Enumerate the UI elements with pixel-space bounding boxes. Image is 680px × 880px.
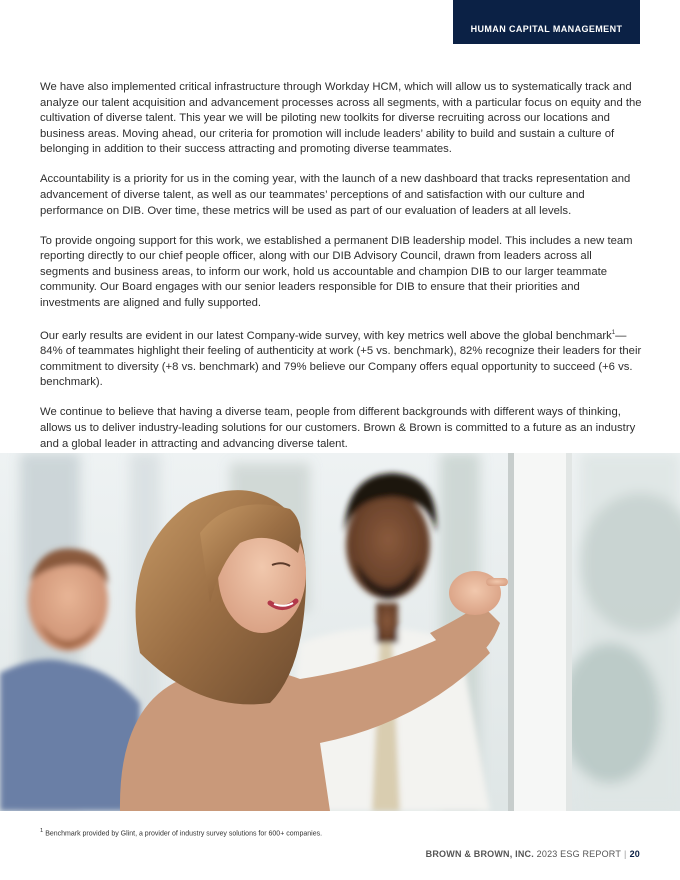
footer-separator: | [624, 849, 627, 859]
section-header-tab [453, 0, 640, 44]
section-label: HUMAN CAPITAL MANAGEMENT [470, 24, 623, 34]
paragraph-2: Accountability is a priority for us in the coming year, with the launch of a new dashboard that tracks representation and advancement of diverse talent, as well as our teammates’ perceptions of and satisfaction with our culture and performance on DIB. Over time, these metrics will be used as part of our evaluation of leaders at all levels. [40, 173, 631, 217]
paragraph-3: To provide ongoing support for this work, we established a permanent DIB leadership model. This includes a new team reporting directly to our chief people officer, along with our DIB Advisory Council, drawn from leaders across all segments and business areas, to inform our work, hold us accountable and champion DIB to our larger teammate community. Our Board engages with our senior leaders responsible for DIB to ensure that their priorities and investments are aligned and fully supported. [40, 234, 633, 309]
paragraph-5: We continue to believe that having a diverse team, people from different backgrounds with different ways of thinking, allows us to deliver industry-leading solutions for our customers. Brown & Brown is committed to a future as an industry and a global leader in attracting and advancing diverse talent. [40, 406, 636, 450]
footnote [40, 828, 322, 837]
paragraph-4-rest: —84% of teammates highlight their feeling of authenticity at work (+5 vs. benchmark), 82% recognize their leaders for their commitment to diversity (+8 vs. benchmark) and 79% believe our Company offers equal opportunity to succeed (+6 vs. benchmark). [40, 329, 642, 389]
footnote-marker: 1 [611, 329, 616, 336]
team-photo-illustration [0, 453, 680, 811]
footer-company: BROWN & BROWN, INC. [425, 849, 534, 859]
footnote-text: Benchmark provided by Glint, a provider of industry survey solutions for 600+ companies. [43, 830, 323, 838]
footnote-number: 1 [40, 828, 44, 834]
paragraph-4-lead: Our early results are evident in our latest Company-wide survey, with key metrics well above the global benchmark [40, 329, 612, 342]
paragraph-1: We have also implemented critical infrastructure through Workday HCM, which will allow us to systematically track and analyze our talent acquisition and advancement processes across all segments, with a particular focus on equity and the cultivation of diverse talent. This year we will be piloting new toolkits for diverse recruiting across our locations and business areas. Moving ahead, our criteria for promotion will include leaders’ ability to build and sustain a culture of belonging in addition to their success attracting and promoting diverse teammates. [40, 81, 642, 156]
team-photo [0, 453, 680, 811]
paragraph-4 [40, 326, 642, 391]
page-footer [426, 849, 640, 859]
article-body [40, 80, 642, 467]
footer-report-title: 2023 ESG REPORT [533, 849, 622, 859]
page-number: 20 [629, 849, 640, 859]
